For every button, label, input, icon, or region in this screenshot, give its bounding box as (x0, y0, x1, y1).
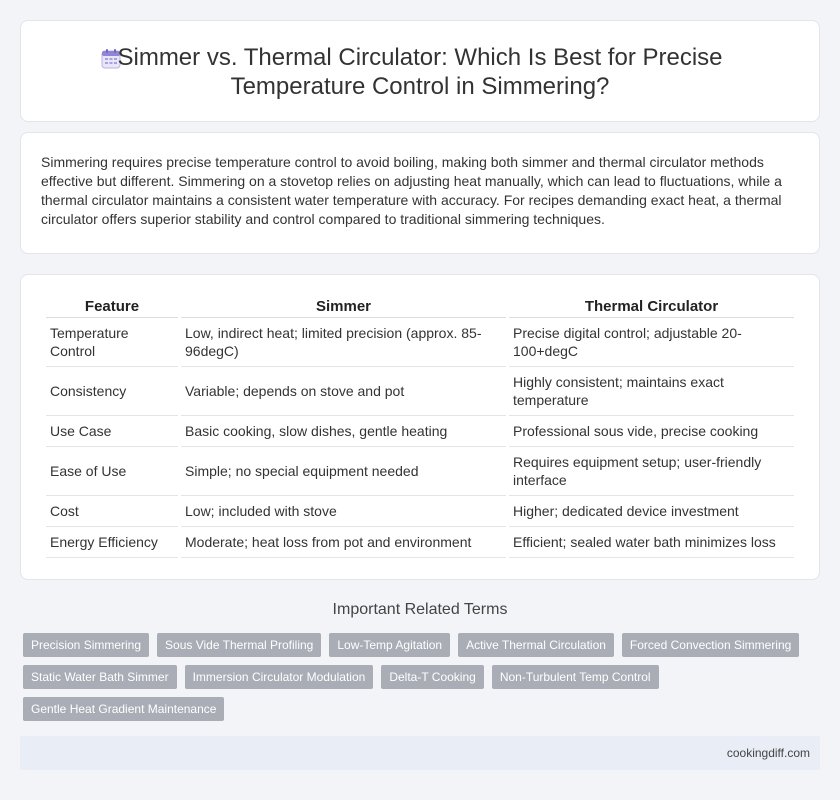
table-cell: Precise digital control; adjustable 20-100+degC (509, 318, 794, 367)
table-cell: Variable; depends on stove and pot (181, 367, 506, 416)
table-row (46, 416, 794, 447)
related-term-tag[interactable]: Immersion Circulator Modulation (185, 665, 374, 689)
table-cell: Highly consistent; maintains exact temperature (509, 367, 794, 416)
table-cell: Moderate; heat loss from pot and environment (181, 527, 506, 558)
related-term-tag[interactable]: Forced Convection Simmering (622, 633, 799, 657)
table-cell: Low, indirect heat; limited precision (approx. 85-96degC) (181, 318, 506, 367)
intro-paragraph: Simmering requires precise temperature control to avoid boiling, making both simmer and thermal circulator methods effective but different. Simmering on a stovetop relies on adjusting heat manually, which can lead to fluctuations, while a thermal circulator maintains a consistent water temperature with accuracy. For recipes demanding exact heat, a thermal circulator offers superior stability and control compared to traditional simmering techniques. (41, 154, 782, 227)
table-cell: Simple; no special equipment needed (181, 447, 506, 496)
table-cell: Temperature Control (46, 318, 178, 367)
header-feature: Feature (46, 293, 178, 318)
table-row (46, 367, 794, 416)
page-title: Simmer vs. Thermal Circulator: Which Is Best for Precise Temperature Control in Simmering? (117, 44, 723, 100)
header-simmer: Simmer (181, 293, 506, 318)
related-term-tag[interactable]: Active Thermal Circulation (458, 633, 614, 657)
table-cell: Efficient; sealed water bath minimizes loss (509, 527, 794, 558)
table-row (46, 318, 794, 367)
table-cell: Ease of Use (46, 447, 178, 496)
table-cell: Professional sous vide, precise cooking (509, 416, 794, 447)
table-row (46, 447, 794, 496)
footer-site-link[interactable]: cookingdiff.com (726, 746, 810, 760)
header-thermal-circulator: Thermal Circulator (509, 293, 794, 318)
related-term-tag[interactable]: Low-Temp Agitation (329, 633, 450, 657)
related-term-tag[interactable]: Non-Turbulent Temp Control (492, 665, 659, 689)
table-cell: Higher; dedicated device investment (509, 496, 794, 527)
intro-card (20, 132, 820, 254)
related-term-tag[interactable]: Static Water Bath Simmer (23, 665, 177, 689)
related-term-tag[interactable]: Precision Simmering (23, 633, 149, 657)
table-cell: Consistency (46, 367, 178, 416)
header-card (20, 20, 820, 122)
related-term-tag[interactable]: Gentle Heat Gradient Maintenance (23, 697, 224, 721)
footer (20, 736, 820, 770)
comparison-table (43, 293, 797, 558)
table-cell: Energy Efficiency (46, 527, 178, 558)
related-term-tag[interactable]: Delta-T Cooking (381, 665, 483, 689)
comparison-card (20, 274, 820, 580)
table-cell: Basic cooking, slow dishes, gentle heating (181, 416, 506, 447)
related-term-tag[interactable]: Sous Vide Thermal Profiling (157, 633, 321, 657)
table-header-row (46, 293, 794, 318)
related-terms-list (23, 633, 813, 721)
table-row (46, 527, 794, 558)
table-row (46, 496, 794, 527)
table-cell: Requires equipment setup; user-friendly interface (509, 447, 794, 496)
table-cell: Cost (46, 496, 178, 527)
table-cell: Low; included with stove (181, 496, 506, 527)
related-terms-title: Important Related Terms (332, 601, 508, 618)
table-cell: Use Case (46, 416, 178, 447)
